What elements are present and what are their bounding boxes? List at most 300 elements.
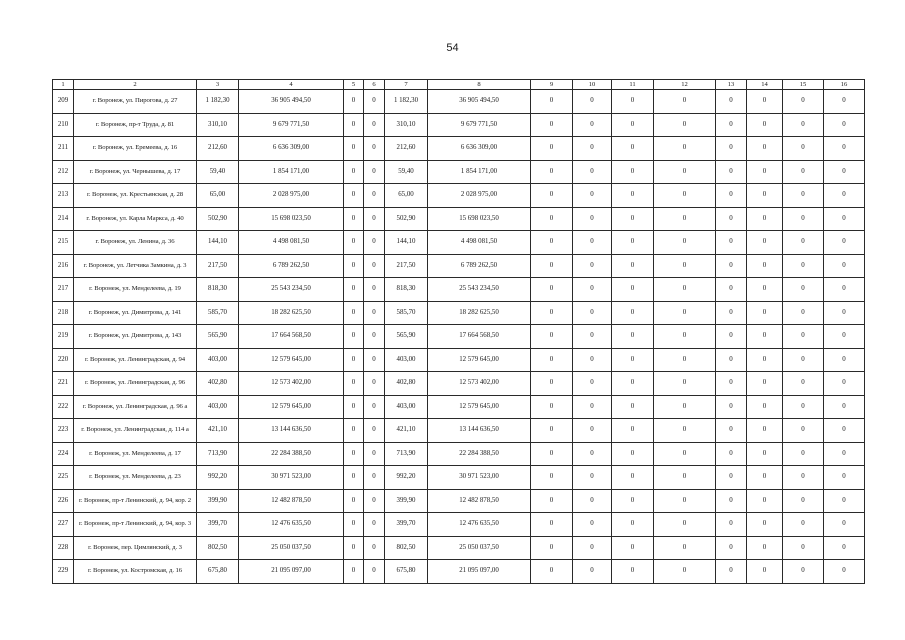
table-cell: 0 (783, 90, 824, 114)
table-cell: 216 (53, 254, 74, 278)
table-cell: 0 (364, 372, 385, 396)
table-cell: 0 (824, 536, 865, 560)
table-cell: 0 (573, 231, 612, 255)
address-cell: г. Воронеж, ул. Летчика Замкина, д. 3 (74, 254, 197, 278)
table-cell: 0 (364, 513, 385, 537)
table-cell: 0 (612, 160, 654, 184)
address-cell: г. Воронеж, ул. Менделеева, д. 19 (74, 278, 197, 302)
table-cell: 0 (716, 254, 747, 278)
table-cell: 0 (654, 90, 716, 114)
table-cell: 0 (612, 137, 654, 161)
table-cell: 0 (654, 560, 716, 584)
table-cell: 0 (573, 184, 612, 208)
table-cell: 0 (824, 231, 865, 255)
address-cell: г. Воронеж, ул. Костромская, д. 16 (74, 560, 197, 584)
table-cell: 0 (824, 184, 865, 208)
address-cell: г. Воронеж, ул. Ленинградская, д. 96 (74, 372, 197, 396)
table-cell: 0 (612, 489, 654, 513)
table-cell: 12 482 878,50 (428, 489, 531, 513)
table-row (53, 560, 865, 584)
table-cell: 0 (344, 254, 364, 278)
table-cell: 217 (53, 278, 74, 302)
address-cell: г. Воронеж, ул. Крестьянская, д. 28 (74, 184, 197, 208)
table-cell: 36 905 494,50 (239, 90, 344, 114)
table-cell: 12 579 645,00 (239, 348, 344, 372)
table-cell: 0 (747, 489, 783, 513)
table-cell: 0 (344, 442, 364, 466)
table-cell: 0 (824, 137, 865, 161)
table-cell: 992,20 (385, 466, 428, 490)
column-header: 4 (239, 80, 344, 90)
table-cell: 0 (654, 442, 716, 466)
table-cell: 226 (53, 489, 74, 513)
table-cell: 0 (783, 442, 824, 466)
table-cell: 6 636 309,00 (428, 137, 531, 161)
table-cell: 585,70 (197, 301, 239, 325)
table-cell: 0 (747, 113, 783, 137)
table-cell: 0 (747, 513, 783, 537)
column-header: 6 (364, 80, 385, 90)
table-cell: 0 (747, 536, 783, 560)
table-cell: 25 543 234,50 (239, 278, 344, 302)
table-cell: 0 (716, 90, 747, 114)
table-cell: 0 (747, 90, 783, 114)
table-cell: 0 (824, 419, 865, 443)
table-cell: 0 (344, 560, 364, 584)
table-cell: 0 (654, 278, 716, 302)
table-row (53, 513, 865, 537)
table-cell: 0 (531, 231, 573, 255)
table-cell: 0 (531, 113, 573, 137)
table-cell: 0 (716, 536, 747, 560)
table-cell: 0 (716, 442, 747, 466)
table-cell: 2 028 975,00 (239, 184, 344, 208)
column-header: 9 (531, 80, 573, 90)
table-cell: 0 (344, 113, 364, 137)
table-cell: 209 (53, 90, 74, 114)
table-cell: 0 (531, 90, 573, 114)
table-cell: 0 (654, 419, 716, 443)
table-cell: 403,00 (197, 395, 239, 419)
table-cell: 0 (716, 348, 747, 372)
table-cell: 0 (824, 348, 865, 372)
table-cell: 992,20 (197, 466, 239, 490)
table-cell: 0 (344, 160, 364, 184)
table-cell: 0 (531, 325, 573, 349)
table-row (53, 137, 865, 161)
table-cell: 12 573 402,00 (239, 372, 344, 396)
table-cell: 0 (654, 207, 716, 231)
table-cell: 9 679 771,50 (239, 113, 344, 137)
table-cell: 0 (573, 278, 612, 302)
table-cell: 0 (716, 137, 747, 161)
table-cell: 713,90 (197, 442, 239, 466)
table-cell: 0 (573, 395, 612, 419)
table-cell: 818,30 (385, 278, 428, 302)
table-cell: 818,30 (197, 278, 239, 302)
table-cell: 144,10 (197, 231, 239, 255)
table-cell: 9 679 771,50 (428, 113, 531, 137)
table-cell: 421,10 (385, 419, 428, 443)
table-cell: 0 (747, 231, 783, 255)
table-cell: 0 (654, 254, 716, 278)
table-cell: 0 (747, 325, 783, 349)
address-cell: г. Воронеж, пр-т Труда, д. 81 (74, 113, 197, 137)
table-cell: 12 482 878,50 (239, 489, 344, 513)
table-cell: 0 (364, 254, 385, 278)
table-cell: 0 (824, 325, 865, 349)
column-header: 10 (573, 80, 612, 90)
table-cell: 565,90 (197, 325, 239, 349)
table-cell: 0 (531, 466, 573, 490)
table-cell: 13 144 636,50 (239, 419, 344, 443)
table-cell: 0 (612, 278, 654, 302)
page-number: 54 (446, 42, 459, 54)
address-cell: г. Воронеж, ул. Пирогова, д. 27 (74, 90, 197, 114)
table-cell: 0 (654, 372, 716, 396)
column-header: 8 (428, 80, 531, 90)
table-cell: 212 (53, 160, 74, 184)
table-cell: 0 (783, 513, 824, 537)
table-cell: 0 (716, 325, 747, 349)
table-cell: 0 (654, 466, 716, 490)
table-cell: 227 (53, 513, 74, 537)
table-cell: 402,80 (197, 372, 239, 396)
column-header: 12 (654, 80, 716, 90)
table-cell: 12 476 635,50 (428, 513, 531, 537)
table-row (53, 348, 865, 372)
table-cell: 675,80 (197, 560, 239, 584)
column-header: 13 (716, 80, 747, 90)
table-cell: 0 (612, 184, 654, 208)
table-cell: 0 (573, 372, 612, 396)
table-cell: 12 579 645,00 (428, 395, 531, 419)
table-row (53, 113, 865, 137)
table-cell: 0 (612, 90, 654, 114)
table-cell: 0 (344, 207, 364, 231)
table-cell: 0 (716, 231, 747, 255)
table-cell: 0 (364, 395, 385, 419)
table-cell: 0 (716, 301, 747, 325)
table-cell: 22 284 388,50 (239, 442, 344, 466)
table-cell: 0 (573, 489, 612, 513)
table-cell: 0 (783, 489, 824, 513)
table-cell: 219 (53, 325, 74, 349)
table-cell: 0 (612, 254, 654, 278)
table-cell: 0 (747, 137, 783, 161)
table-cell: 1 854 171,00 (239, 160, 344, 184)
table-cell: 0 (344, 301, 364, 325)
column-header: 14 (747, 80, 783, 90)
column-header: 16 (824, 80, 865, 90)
table-cell: 399,90 (197, 489, 239, 513)
table-cell: 0 (612, 207, 654, 231)
table-cell: 399,70 (385, 513, 428, 537)
table-cell: 0 (783, 536, 824, 560)
table-cell: 65,00 (385, 184, 428, 208)
table-cell: 0 (364, 160, 385, 184)
table-cell: 399,90 (385, 489, 428, 513)
table-cell: 0 (716, 466, 747, 490)
table-cell: 6 789 262,50 (428, 254, 531, 278)
table-cell: 0 (747, 372, 783, 396)
table-cell: 0 (573, 113, 612, 137)
table-cell: 0 (783, 160, 824, 184)
table-cell: 399,70 (197, 513, 239, 537)
table-cell: 0 (344, 419, 364, 443)
table-cell: 0 (654, 137, 716, 161)
table-cell: 403,00 (385, 395, 428, 419)
table-cell: 0 (612, 513, 654, 537)
table-cell: 0 (612, 536, 654, 560)
table-cell: 0 (612, 442, 654, 466)
table-cell: 0 (747, 207, 783, 231)
table-cell: 0 (573, 160, 612, 184)
table-cell: 310,10 (197, 113, 239, 137)
table-cell: 2 028 975,00 (428, 184, 531, 208)
table-cell: 0 (344, 325, 364, 349)
table-cell: 0 (654, 113, 716, 137)
table-cell: 0 (747, 160, 783, 184)
table-cell: 585,70 (385, 301, 428, 325)
table-cell: 12 573 402,00 (428, 372, 531, 396)
table-cell: 0 (747, 466, 783, 490)
table-cell: 212,60 (197, 137, 239, 161)
table-cell: 0 (573, 560, 612, 584)
table-cell: 0 (783, 325, 824, 349)
column-header: 3 (197, 80, 239, 90)
table-cell: 0 (344, 513, 364, 537)
table-cell: 211 (53, 137, 74, 161)
table-cell: 0 (824, 372, 865, 396)
table-cell: 0 (783, 113, 824, 137)
table-cell: 59,40 (385, 160, 428, 184)
table-cell: 0 (364, 466, 385, 490)
table-cell: 0 (573, 419, 612, 443)
table-cell: 0 (364, 489, 385, 513)
column-header: 15 (783, 80, 824, 90)
table-cell: 15 698 023,50 (239, 207, 344, 231)
table-cell: 0 (531, 184, 573, 208)
table-cell: 0 (824, 489, 865, 513)
table-cell: 0 (783, 137, 824, 161)
table-cell: 0 (364, 113, 385, 137)
address-cell: г. Воронеж, ул. Менделеева, д. 23 (74, 466, 197, 490)
table-cell: 30 971 523,00 (239, 466, 344, 490)
table-cell: 0 (364, 90, 385, 114)
table-row (53, 207, 865, 231)
table-cell: 0 (783, 419, 824, 443)
table-cell: 0 (783, 466, 824, 490)
table-cell: 0 (612, 560, 654, 584)
table-cell: 0 (824, 301, 865, 325)
table-cell: 0 (344, 372, 364, 396)
table-cell: 4 498 081,50 (428, 231, 531, 255)
table-cell: 310,10 (385, 113, 428, 137)
column-header: 5 (344, 80, 364, 90)
address-cell: г. Воронеж, ул. Еремеева, д. 16 (74, 137, 197, 161)
table-cell: 214 (53, 207, 74, 231)
table-cell: 0 (573, 325, 612, 349)
table-cell: 144,10 (385, 231, 428, 255)
table-row (53, 536, 865, 560)
table-cell: 0 (747, 254, 783, 278)
table-row (53, 419, 865, 443)
table-cell: 0 (747, 278, 783, 302)
table-row (53, 278, 865, 302)
table-cell: 0 (654, 489, 716, 513)
table-cell: 0 (747, 419, 783, 443)
table-cell: 0 (654, 231, 716, 255)
table-cell: 0 (364, 419, 385, 443)
address-cell: г. Воронеж, ул. Ленинградская, д. 114 а (74, 419, 197, 443)
table-cell: 0 (783, 207, 824, 231)
table-cell: 421,10 (197, 419, 239, 443)
table-cell: 0 (783, 372, 824, 396)
table-cell: 0 (531, 301, 573, 325)
table-row (53, 160, 865, 184)
table-row (53, 254, 865, 278)
table-cell: 0 (783, 184, 824, 208)
table-cell: 21 095 097,00 (239, 560, 344, 584)
table-cell: 25 050 037,50 (239, 536, 344, 560)
table-row (53, 489, 865, 513)
table-cell: 0 (531, 419, 573, 443)
table-cell: 0 (612, 372, 654, 396)
table-cell: 0 (364, 325, 385, 349)
table-cell: 0 (573, 536, 612, 560)
table-cell: 502,90 (385, 207, 428, 231)
table-cell: 210 (53, 113, 74, 137)
table-cell: 0 (824, 160, 865, 184)
address-cell: г. Воронеж, пер. Цимлянский, д. 3 (74, 536, 197, 560)
table-row (53, 325, 865, 349)
table-cell: 0 (716, 372, 747, 396)
address-cell: г. Воронеж, ул. Чернышева, д. 17 (74, 160, 197, 184)
table-cell: 403,00 (385, 348, 428, 372)
register-table (52, 79, 865, 584)
table-cell: 0 (344, 184, 364, 208)
table-cell: 0 (747, 560, 783, 584)
table-cell: 225 (53, 466, 74, 490)
table-cell: 0 (716, 160, 747, 184)
table-cell: 0 (783, 278, 824, 302)
table-cell: 6 636 309,00 (239, 137, 344, 161)
table-cell: 0 (824, 560, 865, 584)
table-cell: 0 (783, 395, 824, 419)
table-cell: 0 (612, 113, 654, 137)
table-cell: 0 (783, 301, 824, 325)
table-cell: 0 (824, 207, 865, 231)
table-cell: 0 (344, 395, 364, 419)
table-cell: 0 (364, 207, 385, 231)
table-cell: 0 (531, 254, 573, 278)
table-cell: 802,50 (385, 536, 428, 560)
table-cell: 0 (364, 278, 385, 302)
column-header: 1 (53, 80, 74, 90)
address-cell: г. Воронеж, ул. Димитрова, д. 143 (74, 325, 197, 349)
table-cell: 0 (573, 137, 612, 161)
table-cell: 0 (824, 513, 865, 537)
table-row (53, 184, 865, 208)
address-cell: г. Воронеж, ул. Ленина, д. 36 (74, 231, 197, 255)
table-cell: 0 (654, 301, 716, 325)
column-header: 11 (612, 80, 654, 90)
table-cell: 36 905 494,50 (428, 90, 531, 114)
table-cell: 0 (824, 278, 865, 302)
table-cell: 0 (654, 348, 716, 372)
table-cell: 218 (53, 301, 74, 325)
table-cell: 0 (531, 207, 573, 231)
table-cell: 0 (344, 466, 364, 490)
table-cell: 0 (654, 184, 716, 208)
table-cell: 0 (531, 160, 573, 184)
table-cell: 0 (531, 536, 573, 560)
table-cell: 675,80 (385, 560, 428, 584)
table-cell: 0 (612, 466, 654, 490)
table-cell: 0 (716, 489, 747, 513)
table-cell: 213 (53, 184, 74, 208)
table-cell: 224 (53, 442, 74, 466)
table-cell: 21 095 097,00 (428, 560, 531, 584)
table-cell: 0 (364, 184, 385, 208)
table-cell: 25 543 234,50 (428, 278, 531, 302)
table-cell: 13 144 636,50 (428, 419, 531, 443)
table-row (53, 301, 865, 325)
table-cell: 0 (531, 395, 573, 419)
table-cell: 0 (531, 137, 573, 161)
table-cell: 0 (824, 395, 865, 419)
table-cell: 0 (716, 278, 747, 302)
table-cell: 0 (747, 348, 783, 372)
table-cell: 30 971 523,00 (428, 466, 531, 490)
table-cell: 0 (573, 90, 612, 114)
table-cell: 0 (531, 442, 573, 466)
address-cell: г. Воронеж, ул. Менделеева, д. 17 (74, 442, 197, 466)
address-cell: г. Воронеж, ул. Ленинградская, д. 94 (74, 348, 197, 372)
table-cell: 223 (53, 419, 74, 443)
table-cell: 17 664 568,50 (239, 325, 344, 349)
table-cell: 0 (824, 254, 865, 278)
table-cell: 0 (612, 348, 654, 372)
table-row (53, 231, 865, 255)
table-cell: 0 (747, 184, 783, 208)
table-cell: 0 (344, 137, 364, 161)
table-cell: 0 (364, 560, 385, 584)
table-cell: 0 (654, 160, 716, 184)
table-cell: 217,50 (385, 254, 428, 278)
table-row (53, 442, 865, 466)
table-cell: 502,90 (197, 207, 239, 231)
table-cell: 65,00 (197, 184, 239, 208)
table-row (53, 90, 865, 114)
table-cell: 0 (612, 301, 654, 325)
table-cell: 6 789 262,50 (239, 254, 344, 278)
table-cell: 0 (573, 207, 612, 231)
table-cell: 0 (783, 348, 824, 372)
table-cell: 0 (716, 184, 747, 208)
table-cell: 402,80 (385, 372, 428, 396)
table-cell: 0 (716, 395, 747, 419)
table-cell: 12 579 645,00 (239, 395, 344, 419)
table-cell: 220 (53, 348, 74, 372)
table-cell: 713,90 (385, 442, 428, 466)
table-cell: 0 (531, 560, 573, 584)
table-cell: 0 (364, 536, 385, 560)
table-cell: 0 (364, 442, 385, 466)
table-cell: 0 (531, 278, 573, 302)
table-cell: 18 282 625,50 (239, 301, 344, 325)
